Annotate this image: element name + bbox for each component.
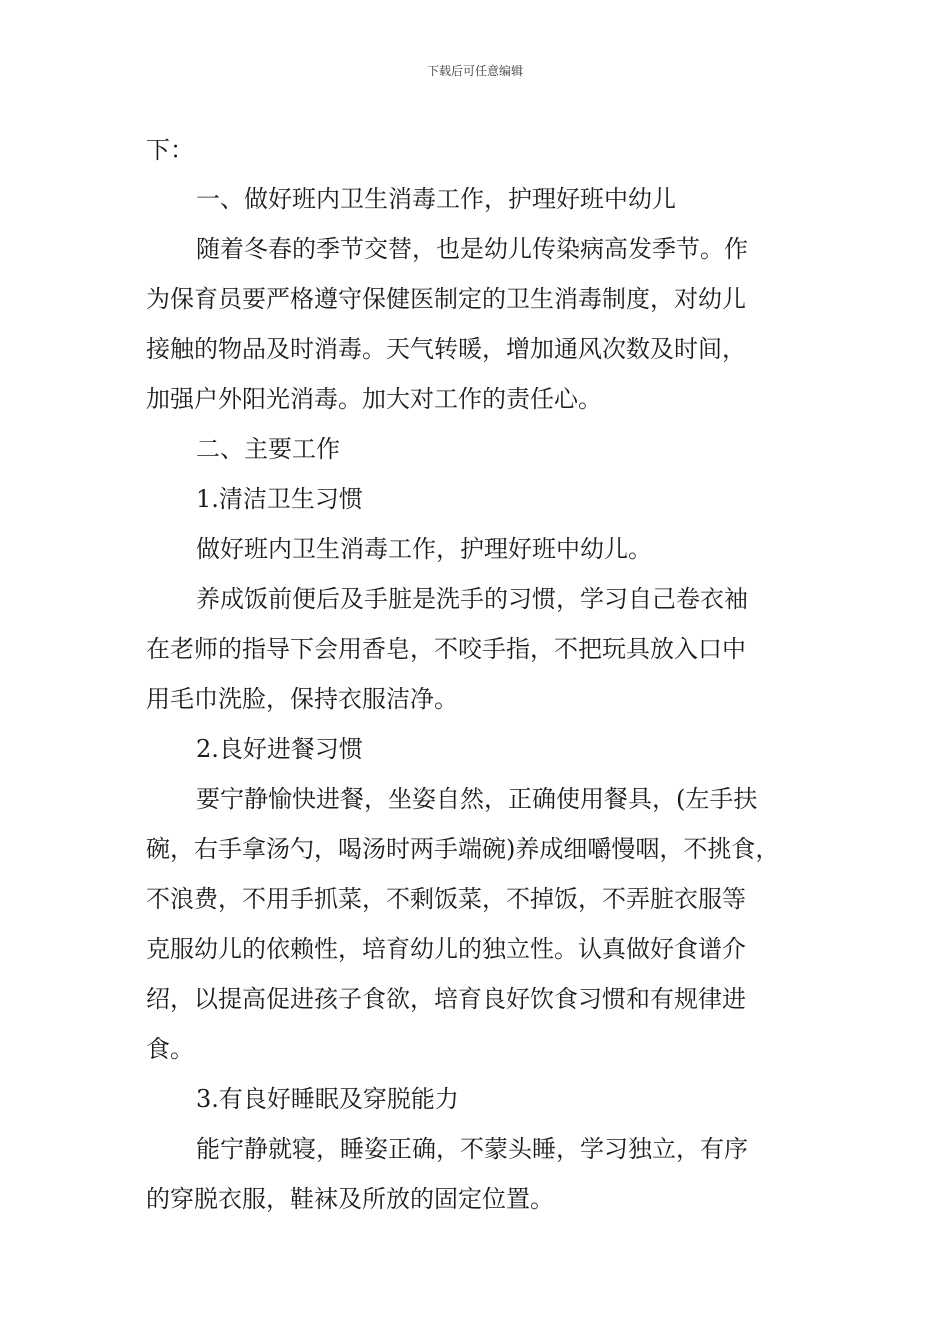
text-line: 下： xyxy=(146,136,194,164)
text-line: 加强户外阳光消毒。加大对工作的责任心。 xyxy=(146,385,602,413)
text-line: 能宁静就寝，睡姿正确，不蒙头睡，学习独立，有序 xyxy=(196,1135,748,1163)
text-line: 的穿脱衣服，鞋袜及所放的固定位置。 xyxy=(146,1185,554,1213)
subsection-heading: 2.良好进餐习惯 xyxy=(196,735,363,763)
section-heading: 一、做好班内卫生消毒工作，护理好班中幼儿 xyxy=(196,185,676,213)
section-heading: 二、主要工作 xyxy=(196,435,340,463)
text-line: 用毛巾洗脸，保持衣服洁净。 xyxy=(146,685,458,713)
text-line: 随着冬春的季节交替，也是幼儿传染病高发季节。作 xyxy=(196,235,748,263)
text-line: 为保育员要严格遵守保健医制定的卫生消毒制度，对幼儿 xyxy=(146,285,746,313)
subsection-heading: 1.清洁卫生习惯 xyxy=(196,485,363,513)
text-line: 接触的物品及时消毒。天气转暖，增加通风次数及时间， xyxy=(146,335,746,363)
text-line: 做好班内卫生消毒工作，护理好班中幼儿。 xyxy=(196,535,652,563)
text-line: 在老师的指导下会用香皂，不咬手指，不把玩具放入口中 xyxy=(146,635,746,663)
page-header: 下载后可任意编辑 xyxy=(426,64,523,78)
subsection-heading: 3.有良好睡眠及穿脱能力 xyxy=(196,1085,459,1113)
text-line: 不浪费，不用手抓菜，不剩饭菜，不掉饭，不弄脏衣服等 xyxy=(146,885,746,913)
text-line: 碗，右手拿汤勺，喝汤时两手端碗)养成细嚼慢咽，不挑食， xyxy=(146,835,780,863)
text-line: 食。 xyxy=(146,1035,194,1063)
text-line: 要宁静愉快进餐，坐姿自然，正确使用餐具，(左手扶 xyxy=(196,785,758,813)
text-line: 养成饭前便后及手脏是洗手的习惯，学习自己卷衣袖 xyxy=(196,585,748,613)
text-line: 绍，以提高促进孩子食欲，培育良好饮食习惯和有规律进 xyxy=(146,985,746,1013)
text-line: 克服幼儿的依赖性，培育幼儿的独立性。认真做好食谱介 xyxy=(146,935,746,963)
